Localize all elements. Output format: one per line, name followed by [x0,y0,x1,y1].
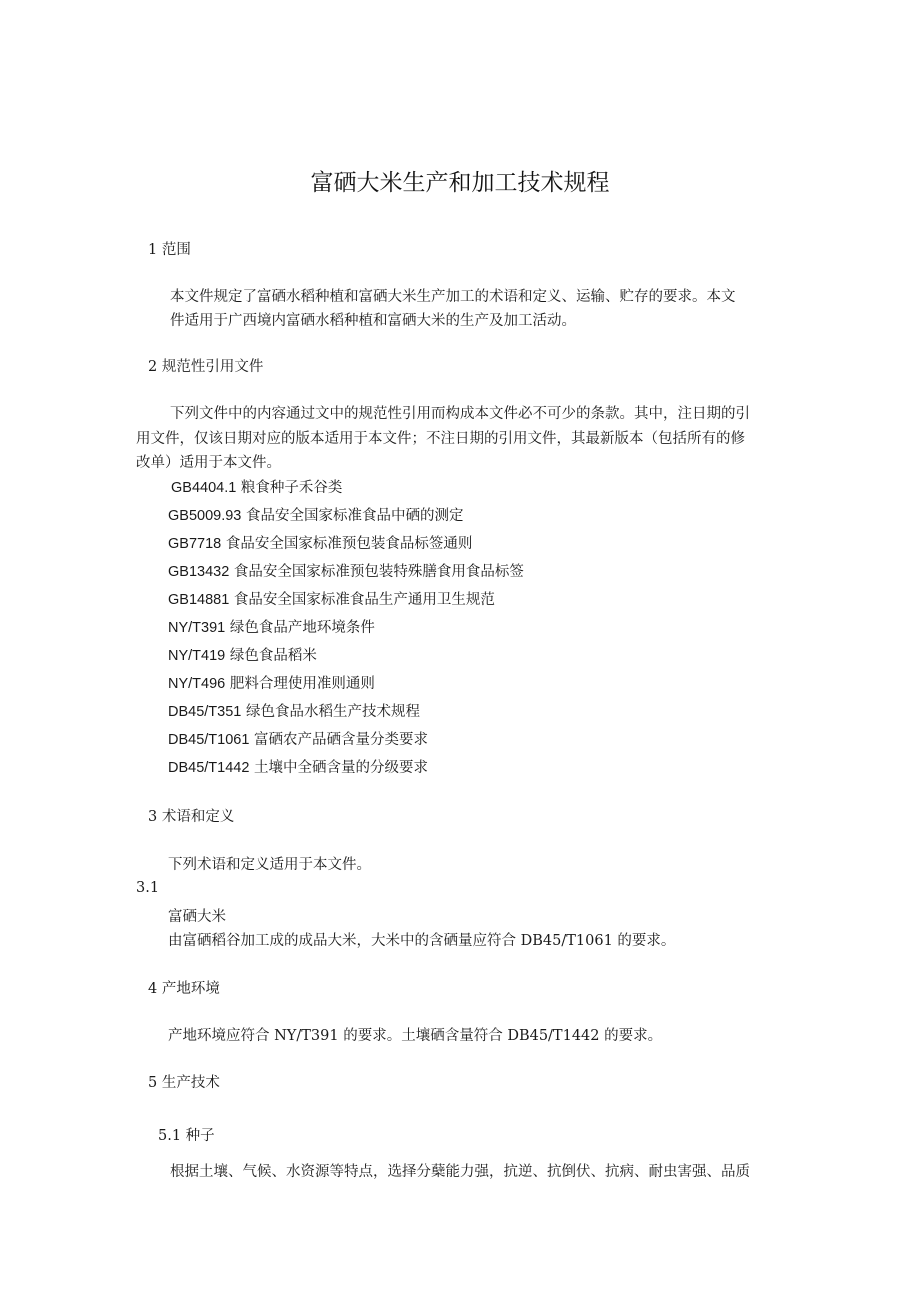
section-2-paragraph-line-1: 下列文件中的内容通过文中的规范性引用而构成本文件必不可少的条款。其中，注日期的引 [170,406,750,422]
reference-code: GB14881 [168,592,230,608]
reference-item [168,674,524,702]
section-1-paragraph-line-1: 本文件规定了富硒水稻种植和富硒大米生产加工的术语和定义、运输、贮存的要求。本文 [170,289,736,305]
reference-title: 粮食种子禾谷类 [240,480,343,496]
reference-code: GB13432 [168,564,230,580]
document-title: 富硒大米生产和加工技术规程 [310,170,610,197]
section-3-intro: 下列术语和定义适用于本文件。 [168,857,371,873]
reference-code: GB7718 [168,536,222,552]
reference-code: DB45/T351 [168,704,242,720]
section-5-1-paragraph: 根据土壤、气候、水资源等特点，选择分蘖能力强，抗逆、抗倒伏、抗病、耐虫害强、品质 [170,1164,750,1180]
reference-item [168,506,524,534]
reference-item [168,562,524,590]
reference-title: 土壤中全硒含量的分级要求 [254,760,429,776]
reference-code: NY/T419 [168,648,226,664]
term-number: 3.1 [136,880,160,896]
reference-item [168,618,524,646]
section-3-heading: 3 术语和定义 [148,809,235,825]
section-2-heading: 2 规范性引用文件 [148,359,264,375]
reference-code: GB5009.93 [168,508,242,524]
section-5-1-heading: 5.1 种子 [158,1128,215,1144]
reference-title: 绿色食品产地环境条件 [229,620,375,636]
reference-title: 食品安全国家标准预包装特殊膳食用食品标签 [233,564,524,580]
reference-code: NY/T391 [168,620,226,636]
reference-title: 绿色食品稻米 [229,648,317,664]
reference-item [168,590,524,618]
reference-item [168,534,524,562]
section-4-heading: 4 产地环境 [148,981,220,997]
reference-item [168,730,524,758]
reference-item [168,646,524,674]
reference-code: NY/T496 [168,676,226,692]
section-1-heading: 1 范围 [148,242,191,258]
reference-title: 食品安全国家标准食品生产通用卫生规范 [233,592,495,608]
reference-title: 食品安全国家标准食品中硒的测定 [245,508,464,524]
section-4-paragraph: 产地环境应符合 NY/T391 的要求。土壤硒含量符合 DB45/T1442 的要求。 [168,1028,663,1044]
reference-code: DB45/T1061 [168,732,250,748]
term-name: 富硒大米 [168,909,226,925]
reference-title: 食品安全国家标准预包装食品标签通则 [225,536,473,552]
reference-item [168,758,524,786]
term-definition: 由富硒稻谷加工成的成品大米，大米中的含硒量应符合 DB45/T1061 的要求。 [168,933,676,949]
reference-title: 肥料合理使用准则通则 [229,676,375,692]
reference-code: GB4404.1 [171,480,237,496]
reference-item [168,478,524,506]
section-2-paragraph-line-3: 改单）适用于本文件。 [136,455,281,471]
section-5-heading: 5 生产技术 [148,1075,220,1091]
reference-code: DB45/T1442 [168,760,250,776]
reference-item [168,702,524,730]
section-2-paragraph-line-2: 用文件，仅该日期对应的版本适用于本文件；不注日期的引用文件，其最新版本（包括所有的修 [136,431,745,447]
section-1-paragraph-line-2: 件适用于广西境内富硒水稻种植和富硒大米的生产及加工活动。 [170,313,576,329]
reference-title: 富硒农产品硒含量分类要求 [254,732,429,748]
reference-title: 绿色食品水稻生产技术规程 [245,704,420,720]
normative-references-list [168,478,524,786]
